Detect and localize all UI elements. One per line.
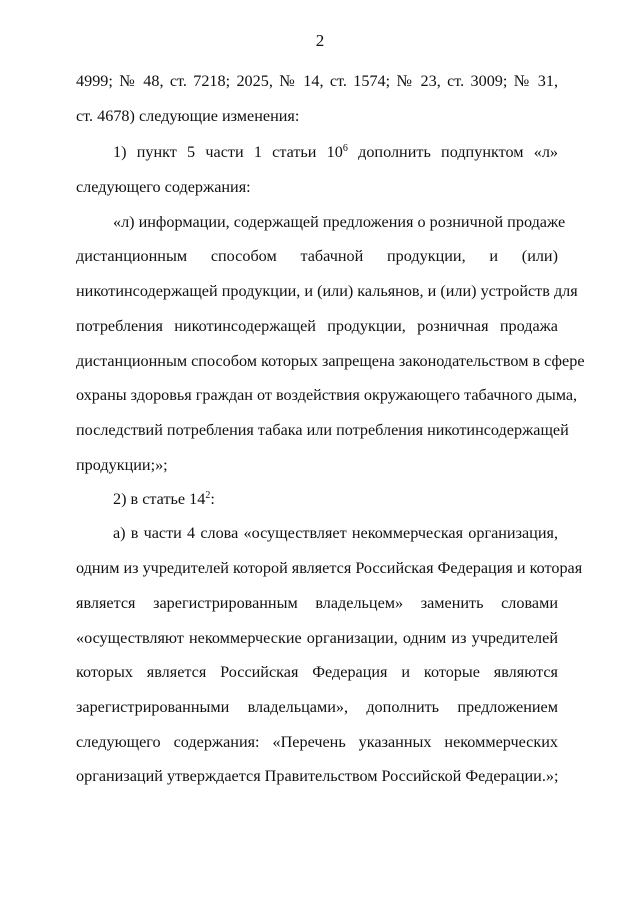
text-fragment: :: [210, 490, 215, 508]
text-line: охраны здоровья граждан от воздействия окружающего табачного дыма,: [76, 386, 578, 404]
text-fragment: 1) пункт 5 части 1 статьи 10: [113, 143, 343, 161]
text-line: никотинсодержащей продукции, и (или) кальянов, и (или) устройств для: [76, 282, 578, 300]
text-line: 4999; № 48, ст. 7218; 2025, № 14, ст. 1574; № 23, ст. 3009; № 31,: [76, 72, 558, 90]
text-line: а) в части 4 слова «осуществляет некоммерческая организация,: [113, 524, 558, 542]
superscript: 2: [205, 490, 211, 501]
page-number: 2: [315, 31, 325, 50]
text-line: ст. 4678) следующие изменения:: [76, 107, 300, 125]
text-line: последствий потребления табака или потребления никотинсодержащей: [76, 421, 569, 439]
text-line: которых является Российская Федерация и которые являются: [76, 663, 558, 681]
text-line: дистанционным способом которых запрещена законодательством в сфере: [76, 352, 585, 370]
text-line: организаций утверждается Правительством Российской Федерации.»;: [76, 767, 559, 785]
text-line: «осуществляют некоммерческие организации, одним из учредителей: [76, 629, 558, 647]
text-line: зарегистрированными владельцами», дополнить предложением: [76, 698, 558, 716]
text-line: потребления никотинсодержащей продукции, розничная продажа: [76, 317, 558, 335]
text-line: [113, 141, 558, 163]
text-line: следующего содержания:: [76, 178, 251, 196]
text-line: дистанционным способом табачной продукции, и (или): [76, 247, 558, 265]
text-fragment: 2) в статье 14: [113, 490, 206, 508]
text-line: одним из учредителей которой является Российская Федерация и которая: [76, 559, 583, 577]
text-line: [113, 488, 558, 510]
text-line: «л) информации, содержащей предложения о розничной продаже: [113, 213, 566, 231]
text-line: следующего содержания: «Перечень указанных некоммерческих: [76, 733, 558, 751]
text-line: продукции;»;: [76, 456, 168, 474]
text-fragment: дополнить подпунктом «л»: [347, 143, 558, 161]
text-line: является зарегистрированным владельцем» заменить словами: [76, 594, 558, 612]
superscript: 6: [342, 143, 348, 154]
